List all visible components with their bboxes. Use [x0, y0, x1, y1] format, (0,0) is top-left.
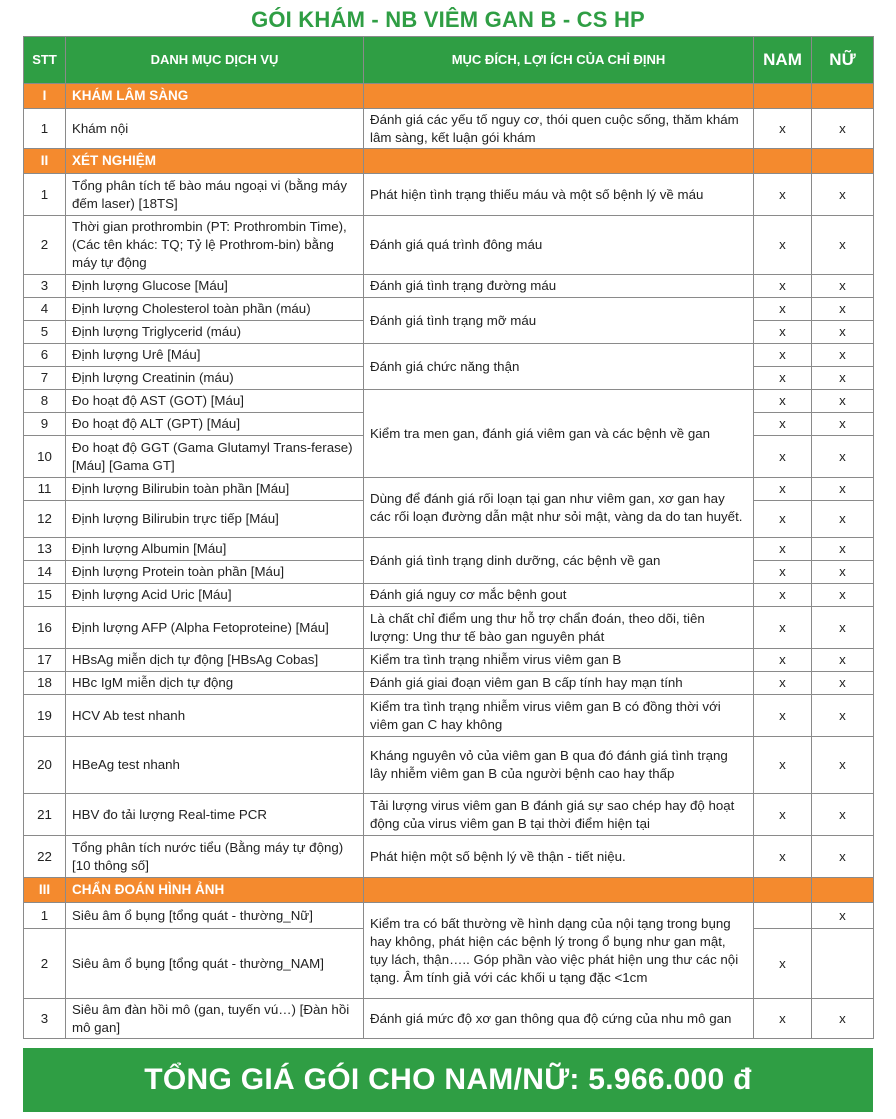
- row-stt: 2: [24, 216, 66, 275]
- row-service: Định lượng Bilirubin trực tiếp [Máu]: [66, 501, 364, 538]
- total-price-banner: TỔNG GIÁ GÓI CHO NAM/NỮ: 5.966.000 đ: [23, 1048, 873, 1112]
- male-mark: x: [754, 737, 812, 794]
- row-service: HBc IgM miễn dịch tự động: [66, 672, 364, 695]
- section-name: XÉT NGHIỆM: [66, 149, 364, 174]
- table-row: [24, 538, 874, 561]
- female-mark: x: [812, 836, 874, 878]
- row-service: Định lượng Creatinin (máu): [66, 367, 364, 390]
- male-mark: x: [754, 794, 812, 836]
- male-mark: x: [754, 561, 812, 584]
- female-mark: x: [812, 390, 874, 413]
- section-number: I: [24, 84, 66, 109]
- header-male: NAM: [754, 37, 812, 84]
- row-purpose: Đánh giá nguy cơ mắc bệnh gout: [364, 584, 754, 607]
- row-stt: 20: [24, 737, 66, 794]
- row-stt: 18: [24, 672, 66, 695]
- table-row: [24, 607, 874, 649]
- female-mark: x: [812, 695, 874, 737]
- female-mark: x: [812, 216, 874, 275]
- male-mark: x: [754, 584, 812, 607]
- male-mark: x: [754, 695, 812, 737]
- row-stt: 7: [24, 367, 66, 390]
- table-row: [24, 672, 874, 695]
- male-mark: x: [754, 672, 812, 695]
- table-row: [24, 109, 874, 149]
- male-mark: x: [754, 298, 812, 321]
- table-row: [24, 695, 874, 737]
- row-purpose: Đánh giá tình trạng đường máu: [364, 275, 754, 298]
- row-purpose: Kháng nguyên vỏ của viêm gan B qua đó đánh giá tình trạng lây nhiễm viêm gan B của người bệnh cao hay thấp: [364, 737, 754, 794]
- row-stt: 1: [24, 903, 66, 929]
- table-row: [24, 298, 874, 321]
- row-purpose: Đánh giá quá trình đông máu: [364, 216, 754, 275]
- section-name: KHÁM LÂM SÀNG: [66, 84, 364, 109]
- female-mark: x: [812, 501, 874, 538]
- male-mark: x: [754, 367, 812, 390]
- row-purpose: Dùng để đánh giá rối loạn tại gan như viêm gan, xơ gan hay các rối loạn đường dẫn mật như sỏi mật, vàng da do tan huyết.: [364, 478, 754, 538]
- row-purpose: Tải lượng virus viêm gan B đánh giá sự sao chép hay độ hoạt động của virus viêm gan B tại thời điểm hiện tại: [364, 794, 754, 836]
- table-row: [24, 390, 874, 413]
- row-service: HCV Ab test nhanh: [66, 695, 364, 737]
- male-mark: x: [754, 999, 812, 1039]
- row-purpose: Đánh giá chức năng thận: [364, 344, 754, 390]
- row-service: HBeAg test nhanh: [66, 737, 364, 794]
- male-mark: x: [754, 344, 812, 367]
- row-purpose: Kiểm tra tình trạng nhiễm virus viêm gan B: [364, 649, 754, 672]
- male-mark: x: [754, 216, 812, 275]
- male-mark: x: [754, 478, 812, 501]
- male-mark: x: [754, 929, 812, 999]
- row-stt: 22: [24, 836, 66, 878]
- page-title: GÓI KHÁM - NB VIÊM GAN B - CS HP: [251, 7, 645, 32]
- row-stt: 16: [24, 607, 66, 649]
- row-purpose: Là chất chỉ điểm ung thư hỗ trợ chẩn đoán, theo dõi, tiên lượng: Ung thư tế bào gan nguyên phát: [364, 607, 754, 649]
- row-purpose: Kiểm tra có bất thường về hình dạng của nội tạng trong bụng hay không, phát hiện các bệnh lý trong ổ bụng như gan mật, tụy lách, thận….. Góp phần vào việc phát hiện ung thư các nội tạng. Âm tính giả với các khối u tạng đặc <1cm: [364, 903, 754, 999]
- table-row: [24, 737, 874, 794]
- row-service: Siêu âm ổ bụng [tổng quát - thường_Nữ]: [66, 903, 364, 929]
- female-mark: x: [812, 903, 874, 929]
- row-purpose: Phát hiện tình trạng thiếu máu và một số bệnh lý về máu: [364, 174, 754, 216]
- male-mark: x: [754, 174, 812, 216]
- female-mark: x: [812, 607, 874, 649]
- female-mark: [812, 929, 874, 999]
- female-mark: x: [812, 561, 874, 584]
- row-purpose: Đánh giá giai đoạn viêm gan B cấp tính hay mạn tính: [364, 672, 754, 695]
- female-mark: x: [812, 999, 874, 1039]
- male-mark: x: [754, 501, 812, 538]
- row-service: Định lượng Urê [Máu]: [66, 344, 364, 367]
- female-mark: x: [812, 538, 874, 561]
- table-row: [24, 649, 874, 672]
- row-purpose: Kiểm tra tình trạng nhiễm virus viêm gan B có đồng thời với viêm gan C hay không: [364, 695, 754, 737]
- header-female: NỮ: [812, 37, 874, 84]
- row-service: Định lượng Triglycerid (máu): [66, 321, 364, 344]
- row-stt: 14: [24, 561, 66, 584]
- header-purpose: MỤC ĐÍCH, LỢI ÍCH CỦA CHỈ ĐỊNH: [364, 37, 754, 84]
- row-service: HBV đo tải lượng Real-time PCR: [66, 794, 364, 836]
- row-stt: 1: [24, 109, 66, 149]
- male-mark: x: [754, 275, 812, 298]
- row-stt: 11: [24, 478, 66, 501]
- row-service: Đo hoạt độ AST (GOT) [Máu]: [66, 390, 364, 413]
- section-row: [24, 149, 874, 174]
- header-stt: STT: [24, 37, 66, 84]
- row-stt: 21: [24, 794, 66, 836]
- row-service: Tổng phân tích tế bào máu ngoại vi (bằng máy đếm laser) [18TS]: [66, 174, 364, 216]
- table-row: [24, 999, 874, 1039]
- row-service: Tổng phân tích nước tiểu (Bằng máy tự động) [10 thông số]: [66, 836, 364, 878]
- row-stt: 9: [24, 413, 66, 436]
- row-stt: 6: [24, 344, 66, 367]
- female-mark: x: [812, 367, 874, 390]
- row-stt: 5: [24, 321, 66, 344]
- table-row: [24, 903, 874, 929]
- table-row: [24, 794, 874, 836]
- row-stt: 3: [24, 275, 66, 298]
- section-name: CHẨN ĐOÁN HÌNH ẢNH: [66, 878, 364, 903]
- row-service: Đo hoạt độ GGT (Gama Glutamyl Trans-ferase) [Máu] [Gama GT]: [66, 436, 364, 478]
- row-stt: 2: [24, 929, 66, 999]
- female-mark: x: [812, 737, 874, 794]
- row-service: Siêu âm ổ bụng [tổng quát - thường_NAM]: [66, 929, 364, 999]
- row-stt: 10: [24, 436, 66, 478]
- female-mark: x: [812, 584, 874, 607]
- row-purpose: Đánh giá tình trạng mỡ máu: [364, 298, 754, 344]
- row-service: Thời gian prothrombin (PT: Prothrombin Time), (Các tên khác: TQ; Tỷ lệ Prothrom-bin) bằng máy tự động: [66, 216, 364, 275]
- section-number: II: [24, 149, 66, 174]
- table-row: [24, 174, 874, 216]
- row-service: Định lượng AFP (Alpha Fetoproteine) [Máu]: [66, 607, 364, 649]
- table-row: [24, 584, 874, 607]
- table-row: [24, 344, 874, 367]
- male-mark: x: [754, 436, 812, 478]
- row-service: HBsAg miễn dịch tự động [HBsAg Cobas]: [66, 649, 364, 672]
- row-stt: 4: [24, 298, 66, 321]
- row-service: Định lượng Acid Uric [Máu]: [66, 584, 364, 607]
- row-purpose: Đánh giá mức độ xơ gan thông qua độ cứng của nhu mô gan: [364, 999, 754, 1039]
- row-stt: 13: [24, 538, 66, 561]
- female-mark: x: [812, 413, 874, 436]
- table-row: [24, 836, 874, 878]
- male-mark: x: [754, 538, 812, 561]
- section-number: III: [24, 878, 66, 903]
- row-stt: 8: [24, 390, 66, 413]
- female-mark: x: [812, 649, 874, 672]
- row-service: Định lượng Glucose [Máu]: [66, 275, 364, 298]
- section-row: [24, 84, 874, 109]
- service-table-wrapper: [23, 36, 873, 1039]
- female-mark: x: [812, 321, 874, 344]
- row-purpose: Đánh giá tình trạng dinh dưỡng, các bệnh về gan: [364, 538, 754, 584]
- female-mark: x: [812, 344, 874, 367]
- row-service: Định lượng Albumin [Máu]: [66, 538, 364, 561]
- header-service: DANH MỤC DỊCH VỤ: [66, 37, 364, 84]
- male-mark: x: [754, 321, 812, 344]
- female-mark: x: [812, 436, 874, 478]
- row-service: Định lượng Protein toàn phần [Máu]: [66, 561, 364, 584]
- row-stt: 3: [24, 999, 66, 1039]
- row-purpose: Kiểm tra men gan, đánh giá viêm gan và các bệnh về gan: [364, 390, 754, 478]
- row-purpose: Phát hiện một số bệnh lý về thận - tiết niệu.: [364, 836, 754, 878]
- row-service: Đo hoạt độ ALT (GPT) [Máu]: [66, 413, 364, 436]
- table-row: [24, 216, 874, 275]
- female-mark: x: [812, 109, 874, 149]
- male-mark: x: [754, 649, 812, 672]
- section-row: [24, 878, 874, 903]
- row-stt: 12: [24, 501, 66, 538]
- row-service: Định lượng Bilirubin toàn phần [Máu]: [66, 478, 364, 501]
- row-service: Khám nội: [66, 109, 364, 149]
- male-mark: [754, 903, 812, 929]
- male-mark: x: [754, 109, 812, 149]
- row-stt: 1: [24, 174, 66, 216]
- male-mark: x: [754, 607, 812, 649]
- male-mark: x: [754, 413, 812, 436]
- row-service: Định lượng Cholesterol toàn phần (máu): [66, 298, 364, 321]
- table-header-row: [24, 37, 874, 84]
- male-mark: x: [754, 836, 812, 878]
- row-service: Siêu âm đàn hồi mô (gan, tuyến vú…) [Đàn hồi mô gan]: [66, 999, 364, 1039]
- female-mark: x: [812, 174, 874, 216]
- row-stt: 17: [24, 649, 66, 672]
- row-stt: 19: [24, 695, 66, 737]
- female-mark: x: [812, 478, 874, 501]
- female-mark: x: [812, 275, 874, 298]
- female-mark: x: [812, 298, 874, 321]
- service-table: [23, 36, 874, 1039]
- row-purpose: Đánh giá các yếu tố nguy cơ, thói quen cuộc sống, thăm khám lâm sàng, kết luận gói khám: [364, 109, 754, 149]
- table-row: [24, 478, 874, 501]
- row-stt: 15: [24, 584, 66, 607]
- female-mark: x: [812, 794, 874, 836]
- male-mark: x: [754, 390, 812, 413]
- female-mark: x: [812, 672, 874, 695]
- table-row: [24, 275, 874, 298]
